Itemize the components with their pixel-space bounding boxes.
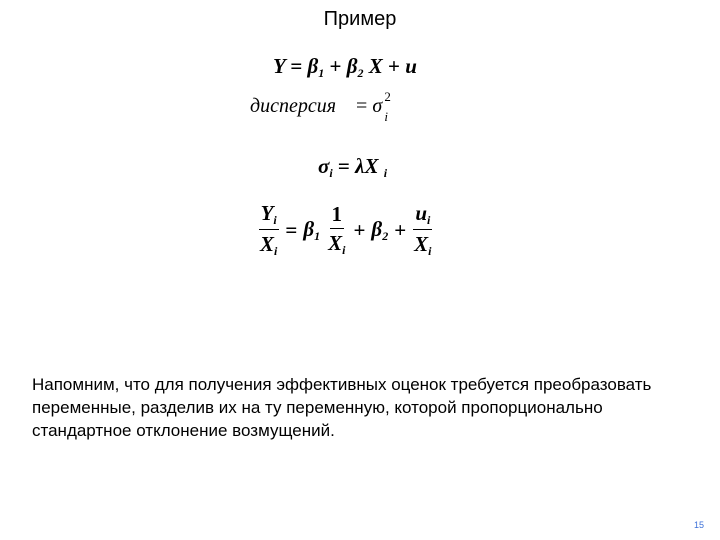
u-variable: u (405, 54, 417, 78)
sigma-symbol: σ (318, 154, 330, 178)
beta2-subscript: 2 (357, 66, 364, 80)
variance-formula (250, 89, 391, 124)
beta2-term (371, 216, 389, 243)
beta1-subscript: 1 (318, 66, 325, 80)
fraction-y-over-x (258, 203, 279, 257)
plus-sign: + (329, 54, 342, 78)
beta-symbol: β (371, 216, 383, 241)
i-subscript: i (274, 244, 278, 258)
beta-symbol: β (346, 54, 358, 78)
regression-model-formula (273, 56, 417, 79)
i-subscript: i (428, 244, 432, 258)
explanation-text: Напомним, что для получения эффективных оценок требуется преобразовать переменные, разделив их на ту переменную, которой пропорционально стандартное отклонение возмущений. (32, 375, 652, 440)
equals-sign: = (356, 95, 368, 117)
fraction-one-over-x (326, 204, 347, 256)
sigma-proportional-formula (318, 156, 387, 179)
transformed-model-formula (258, 203, 434, 257)
i-subscript: i (427, 213, 431, 227)
beta1-term (303, 216, 321, 243)
i-subscript: i (342, 243, 346, 257)
i-subscript: i (273, 213, 277, 227)
x-variable: X (368, 54, 383, 78)
plus-sign: + (394, 217, 407, 242)
x-variable: X (364, 154, 379, 178)
i-subscript: i (383, 166, 388, 180)
sigma-squared (372, 89, 391, 124)
y-variable: Y (260, 201, 274, 225)
plus-sign: + (388, 54, 401, 78)
beta1-subscript: 1 (314, 228, 321, 243)
u-variable: u (415, 201, 427, 225)
equals-sign: = (285, 217, 298, 242)
x-variable: X (414, 232, 429, 256)
square-superscript: 2 (384, 89, 391, 104)
beta2-subscript: 2 (382, 228, 389, 243)
slide-title: Пример (323, 8, 397, 30)
equals-sign: = (337, 154, 350, 178)
lambda-symbol: λ (355, 154, 365, 178)
i-subscript: i (329, 166, 333, 180)
x-variable: X (328, 231, 343, 255)
beta-symbol: β (307, 54, 319, 78)
beta-symbol: β (303, 216, 315, 241)
variance-word: дисперсия (250, 95, 337, 117)
sigma-symbol: σ (372, 95, 383, 117)
plus-sign: + (353, 217, 366, 242)
y-variable: Y (273, 54, 286, 78)
equals-sign: = (290, 54, 303, 78)
i-subscript: i (384, 109, 388, 124)
x-variable: X (260, 232, 275, 256)
fraction-u-over-x (412, 203, 433, 257)
page-number: 15 (693, 520, 704, 530)
one-numerator: 1 (330, 204, 345, 229)
